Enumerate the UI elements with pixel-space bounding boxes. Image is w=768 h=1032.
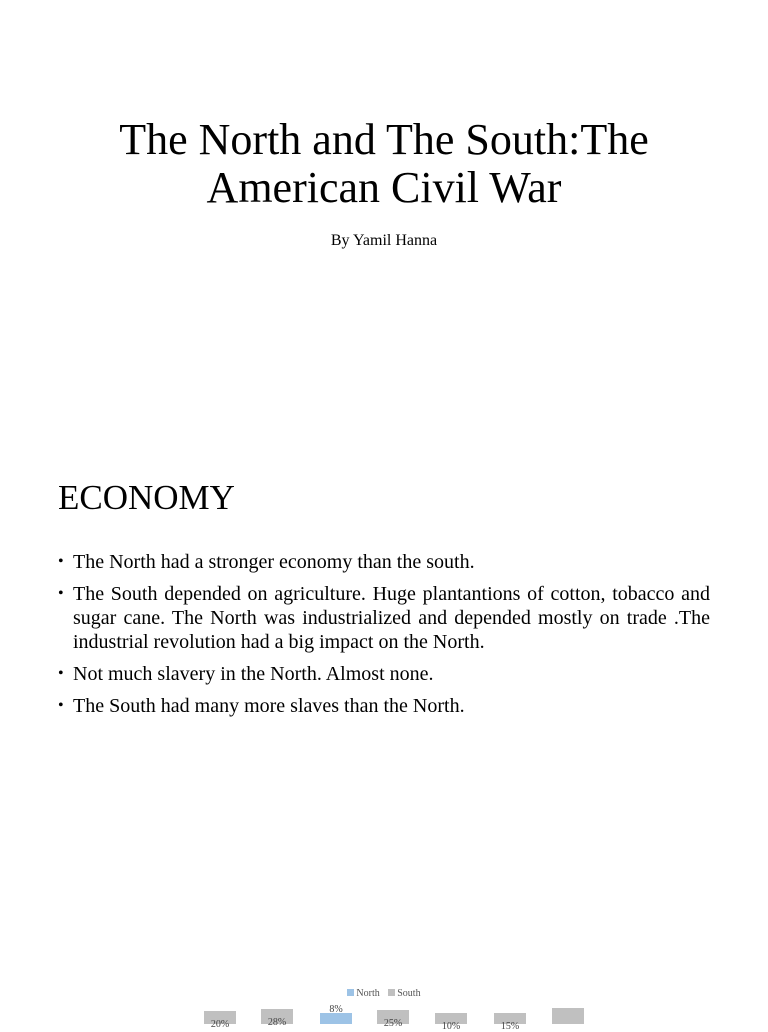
- presentation-author: By Yamil Hanna: [330, 232, 438, 249]
- presentation-title: The North and The South:The American Civil War: [119, 115, 649, 212]
- legend-item-south: [388, 988, 420, 999]
- bullet-text: The South depended on agriculture. Huge plantantions of cotton, tobacco and sugar cane. The North was industrialized and depended mostly on trade .The industrial revolution had a big impact on the North.: [73, 583, 710, 653]
- economy-heading: ECONOMY: [58, 478, 235, 517]
- bullet-item: [58, 694, 710, 718]
- economy-slide: [0, 440, 768, 980]
- legend-swatch-north: [347, 989, 354, 996]
- bullet-marker: •: [58, 697, 64, 714]
- legend-label-south: South: [397, 988, 421, 999]
- legend-item-north: [347, 988, 379, 999]
- chart-legend: [0, 988, 768, 999]
- title-slide: [0, 0, 768, 420]
- legend-label-north: North: [356, 988, 380, 999]
- chart-data-label: 15%: [500, 1020, 520, 1032]
- bullet-text: The North had a stronger economy than the south.: [73, 551, 475, 573]
- chart-data-label: 8%: [329, 1003, 343, 1015]
- bullet-marker: •: [58, 665, 64, 682]
- chart-data-label: 25%: [383, 1017, 403, 1029]
- legend-swatch-south: [388, 989, 395, 996]
- bullet-marker: •: [58, 585, 64, 602]
- chart-data-label: 28%: [267, 1016, 287, 1028]
- bullet-item: [58, 662, 710, 686]
- slavery-chart: [0, 980, 768, 1032]
- bullet-item: [58, 582, 710, 654]
- bullet-item: [58, 550, 710, 574]
- chart-bar: [552, 1008, 584, 1024]
- chart-data-label: 10%: [441, 1020, 461, 1032]
- bullet-marker: •: [58, 553, 64, 570]
- economy-bullet-list: [58, 550, 710, 726]
- bullet-text: Not much slavery in the North. Almost none.: [73, 663, 434, 685]
- bullet-text: The South had many more slaves than the North.: [73, 695, 465, 717]
- chart-data-label: 20%: [210, 1019, 230, 1030]
